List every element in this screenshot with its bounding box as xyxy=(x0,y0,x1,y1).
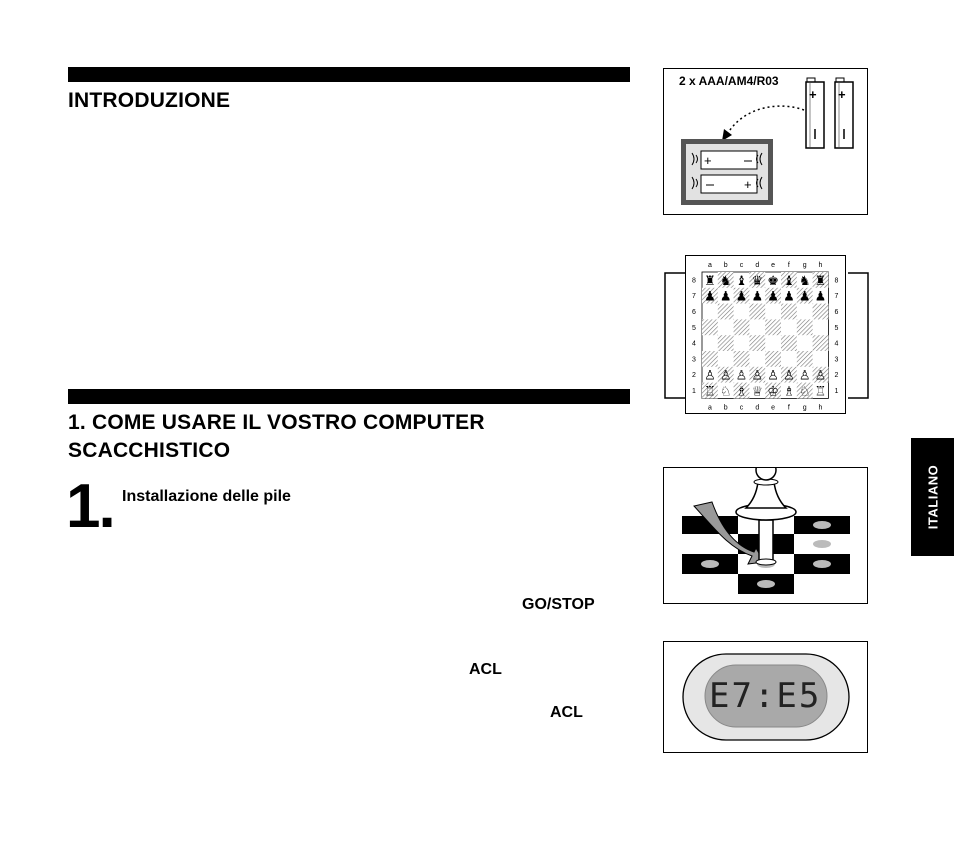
white-pawn-icon: ♙ xyxy=(767,367,779,383)
black-pawn-icon: ♟ xyxy=(783,288,795,304)
black-piece-icon: ♝ xyxy=(783,272,795,288)
white-pawn-icon: ♙ xyxy=(814,367,827,383)
file-label: c xyxy=(739,262,744,269)
file-label: f xyxy=(787,404,790,412)
rank-label: 7 xyxy=(834,293,839,301)
rank-label: 3 xyxy=(692,356,696,364)
pawn-move-illustration xyxy=(664,468,866,602)
dark-square xyxy=(734,351,750,367)
white-piece-icon: ♖ xyxy=(704,383,716,399)
dark-square xyxy=(813,335,829,351)
lcd-figure xyxy=(663,641,868,753)
pawn-move-figure xyxy=(663,467,868,604)
black-piece-icon: ♜ xyxy=(814,272,827,288)
dark-square xyxy=(718,335,734,351)
battery-icon xyxy=(806,78,824,148)
white-pawn-icon: ♙ xyxy=(735,367,748,383)
black-pawn-icon: ♟ xyxy=(814,288,827,304)
white-pawn-icon: ♙ xyxy=(719,367,732,383)
black-piece-icon: ♞ xyxy=(719,272,732,288)
white-piece-icon: ♘ xyxy=(719,383,732,399)
rank-label: 1 xyxy=(834,388,839,395)
dark-square xyxy=(718,304,734,320)
dotted-arrow xyxy=(728,106,804,133)
dark-square xyxy=(749,304,765,320)
rank-label: 5 xyxy=(834,324,839,332)
rank-label: 7 xyxy=(692,293,696,301)
file-label: d xyxy=(755,262,760,269)
file-label: c xyxy=(739,404,744,412)
dark-square xyxy=(797,351,813,367)
svg-text:+: + xyxy=(744,177,752,192)
dark-square xyxy=(797,319,813,335)
rank-label: 6 xyxy=(834,309,839,316)
file-label: e xyxy=(771,262,776,269)
battery-illustration xyxy=(664,69,866,213)
black-piece-icon: ♜ xyxy=(704,272,716,288)
svg-text:+: + xyxy=(838,87,846,102)
white-pawn-icon: ♙ xyxy=(704,367,716,383)
section-rule-usage xyxy=(68,389,630,404)
section-title-usage-line2: SCACCHISTICO xyxy=(68,439,231,462)
keyword-acl-2: ACL xyxy=(550,704,583,721)
rank-label: 3 xyxy=(834,356,839,364)
black-pawn-icon: ♟ xyxy=(704,288,716,304)
white-pawn-icon: ♙ xyxy=(783,367,795,383)
file-label: a xyxy=(707,262,712,269)
battery-label: 2 x AAA/AM4/R03 xyxy=(679,74,779,88)
dark-square xyxy=(734,319,750,335)
dark-square xyxy=(702,351,718,367)
dark-square xyxy=(765,319,781,335)
white-piece-icon: ♗ xyxy=(783,383,795,399)
black-piece-icon: ♝ xyxy=(735,272,748,288)
file-label: b xyxy=(723,404,728,412)
keyword-acl-1: ACL xyxy=(469,661,502,678)
svg-text:+: + xyxy=(809,87,817,102)
white-piece-icon: ♖ xyxy=(814,383,827,399)
dark-square xyxy=(702,319,718,335)
dark-square xyxy=(781,335,797,351)
file-label: e xyxy=(771,404,776,412)
rank-label: 8 xyxy=(834,277,839,285)
language-tab xyxy=(911,438,954,556)
file-label: a xyxy=(707,404,712,412)
black-pawn-icon: ♟ xyxy=(798,288,811,304)
chessboard-figure xyxy=(685,255,846,414)
white-piece-icon: ♔ xyxy=(767,383,779,399)
lcd-readout: E7:E5 xyxy=(709,676,822,716)
rank-label: 6 xyxy=(692,309,696,316)
dark-square xyxy=(813,304,829,320)
rank-label: 1 xyxy=(692,388,696,395)
svg-text:+: + xyxy=(704,153,712,168)
black-piece-icon: ♞ xyxy=(798,272,811,288)
file-label: h xyxy=(818,262,823,269)
language-tab-label: ITALIANO xyxy=(925,464,940,530)
dark-square xyxy=(765,351,781,367)
black-pawn-icon: ♟ xyxy=(735,288,748,304)
rank-label: 4 xyxy=(692,340,696,348)
black-piece-icon: ♚ xyxy=(767,272,779,288)
file-label: b xyxy=(723,262,728,269)
dark-square xyxy=(749,335,765,351)
file-label: d xyxy=(755,404,760,412)
dark-square xyxy=(781,304,797,320)
file-label: g xyxy=(802,262,807,269)
black-pawn-icon: ♟ xyxy=(751,288,764,304)
file-label: h xyxy=(818,404,823,412)
white-piece-icon: ♕ xyxy=(751,383,764,399)
rank-label: 4 xyxy=(834,340,839,348)
keyword-go-stop: GO/STOP xyxy=(522,596,595,613)
section-rule-intro xyxy=(68,67,630,82)
white-piece-icon: ♗ xyxy=(735,383,748,399)
rank-label: 2 xyxy=(692,372,696,380)
battery-figure xyxy=(663,68,868,215)
black-pawn-icon: ♟ xyxy=(719,288,732,304)
black-pawn-icon: ♟ xyxy=(767,288,779,304)
rank-label: 8 xyxy=(692,277,696,285)
section-title-usage-line1: 1. COME USARE IL VOSTRO COMPUTER xyxy=(68,411,485,434)
section-title-intro: INTRODUZIONE xyxy=(68,89,231,112)
chessboard xyxy=(686,256,845,413)
white-pawn-icon: ♙ xyxy=(751,367,764,383)
step-title: Installazione delle pile xyxy=(122,488,291,505)
rank-label: 5 xyxy=(692,324,696,332)
step-number: 1. xyxy=(66,472,114,541)
black-piece-icon: ♛ xyxy=(751,272,764,288)
white-piece-icon: ♘ xyxy=(798,383,811,399)
file-label: f xyxy=(787,262,790,269)
rank-label: 2 xyxy=(834,372,839,380)
battery-icon xyxy=(835,78,853,148)
file-label: g xyxy=(802,404,807,412)
white-pawn-icon: ♙ xyxy=(798,367,811,383)
